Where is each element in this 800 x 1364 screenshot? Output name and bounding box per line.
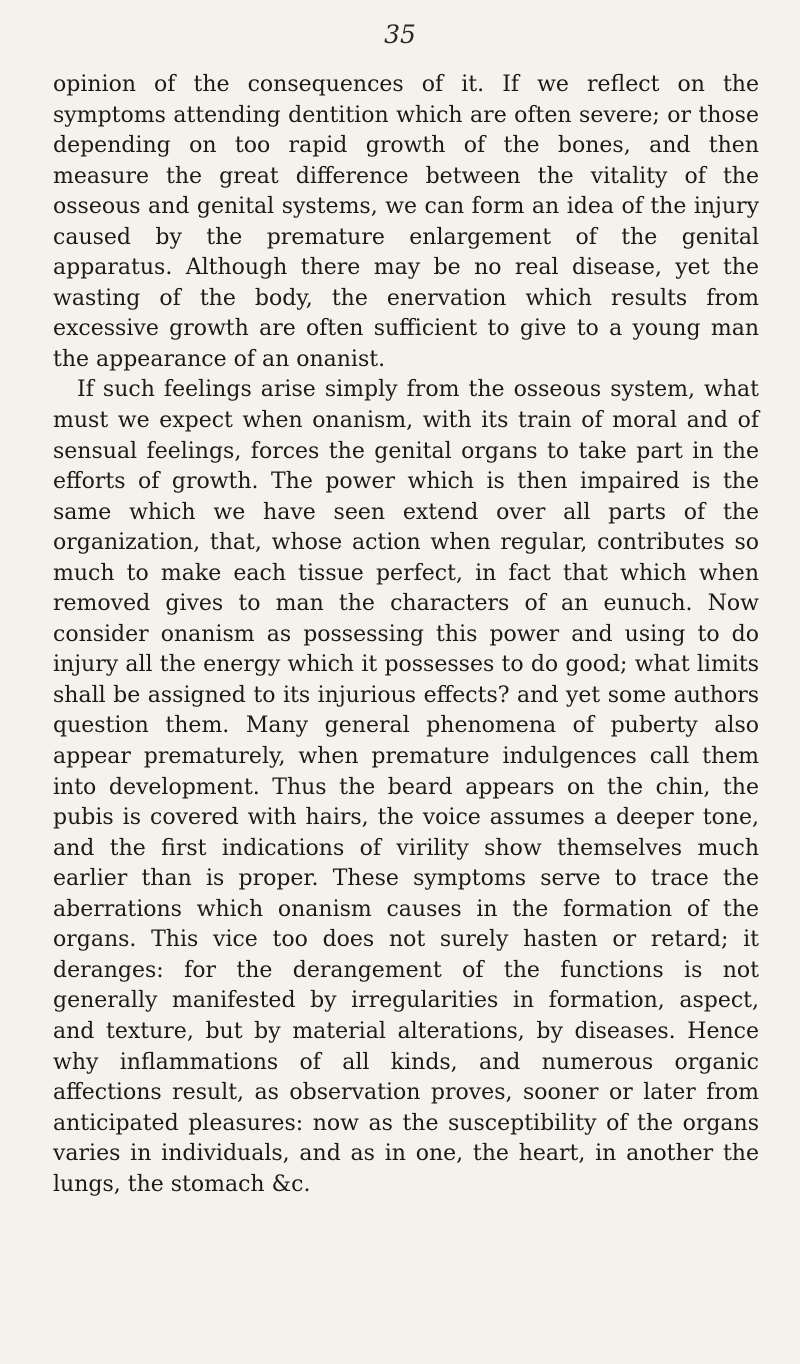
page-number: 35 <box>384 20 416 49</box>
body-text <box>53 70 759 1200</box>
paragraph-1: opinion of the consequences of it. If we reflect on the symptoms attending dentition which are often severe; or those depending on too rapid growth of the bones, and then measure the great difference between the vitality of the osseous and genital systems, we can form an idea of the injury caused by the premature enlargement of the genital apparatus. Although there may be no real disease, yet the wasting of the body, the enervation which results from excessive growth are often sufficient to give to a young man the appearance of an onanist. <box>53 72 759 372</box>
paragraph-2: If such feelings arise simply from the osseous system, what must we expect when onanism, with its train of moral and of sensual feelings, forces the genital organs to take part in the efforts of growth. The power which is then impaired is the same which we have seen extend over all parts of the organization, that, whose action when regular, contributes so much to make each tissue perfect, in fact that which when removed gives to man the characters of an eunuch. Now consider onanism as possessing this power and using to do injury all the energy which it possesses to do good; what limits shall be assigned to its injurious effects? and yet some authors question them. Many general phenomena of puberty also appear prematurely, when premature indulgences call them into development. Thus the beard appears on the chin, the pubis is covered with hairs, the voice assumes a deeper tone, and the first indications of virility show themselves much earlier than is proper. These symptoms serve to trace the aberrations which onanism causes in the formation of the organs. This vice too does not surely hasten or retard; it deranges: for the derangement of the functions is not generally manifested by irregularities in formation, aspect, and texture, but by material alterations, by diseases. Hence why inflammations of all kinds, and numerous organic affections result, as observation proves, sooner or later from anticipated pleasures: now as the susceptibility of the organs varies in individuals, and as in one, the heart, in another the lungs, the stomach &c. <box>53 377 759 1197</box>
